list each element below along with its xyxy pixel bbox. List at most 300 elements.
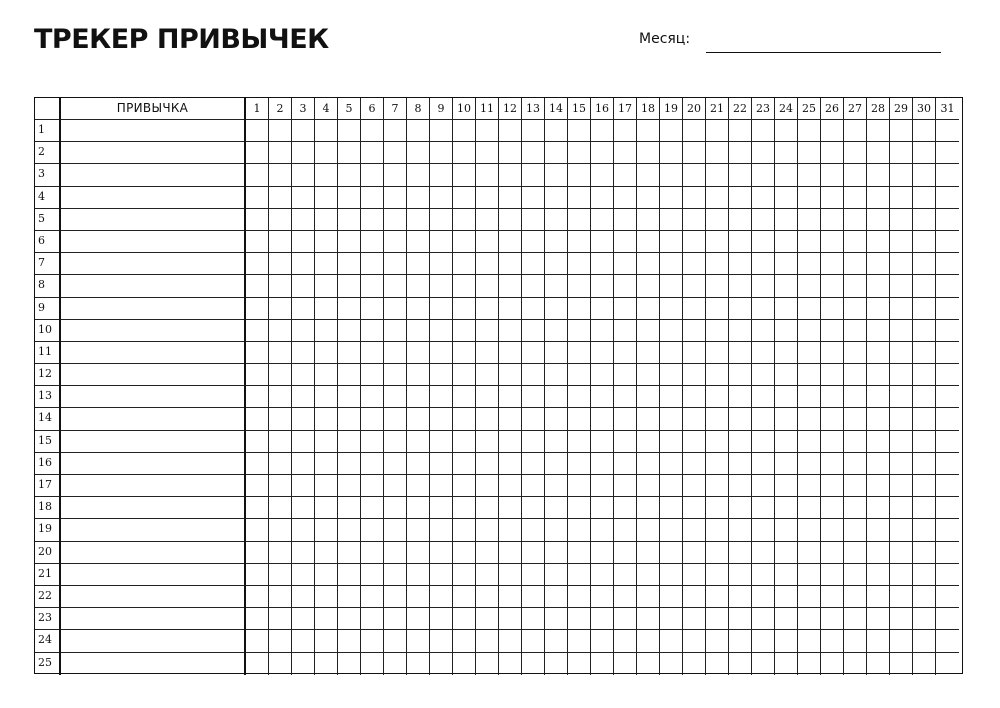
- day-check-cell[interactable]: [660, 275, 683, 297]
- day-check-cell[interactable]: [637, 142, 660, 164]
- day-check-cell[interactable]: [315, 608, 338, 630]
- day-check-cell[interactable]: [798, 253, 821, 275]
- day-check-cell[interactable]: [660, 519, 683, 541]
- day-check-cell[interactable]: [269, 653, 292, 675]
- day-check-cell[interactable]: [384, 497, 407, 519]
- day-check-cell[interactable]: [499, 275, 522, 297]
- day-check-cell[interactable]: [338, 453, 361, 475]
- day-check-cell[interactable]: [407, 586, 430, 608]
- day-check-cell[interactable]: [269, 386, 292, 408]
- day-check-cell[interactable]: [315, 298, 338, 320]
- day-check-cell[interactable]: [453, 497, 476, 519]
- day-check-cell[interactable]: [729, 608, 752, 630]
- day-check-cell[interactable]: [545, 653, 568, 675]
- day-check-cell[interactable]: [706, 542, 729, 564]
- habit-name-cell[interactable]: [61, 253, 246, 275]
- day-check-cell[interactable]: [752, 519, 775, 541]
- day-check-cell[interactable]: [453, 142, 476, 164]
- day-check-cell[interactable]: [867, 231, 890, 253]
- day-check-cell[interactable]: [683, 209, 706, 231]
- day-check-cell[interactable]: [867, 298, 890, 320]
- day-check-cell[interactable]: [890, 475, 913, 497]
- day-check-cell[interactable]: [660, 320, 683, 342]
- day-check-cell[interactable]: [292, 320, 315, 342]
- day-check-cell[interactable]: [568, 386, 591, 408]
- day-check-cell[interactable]: [522, 608, 545, 630]
- day-check-cell[interactable]: [821, 519, 844, 541]
- day-check-cell[interactable]: [568, 187, 591, 209]
- day-check-cell[interactable]: [706, 275, 729, 297]
- day-check-cell[interactable]: [361, 342, 384, 364]
- day-check-cell[interactable]: [292, 386, 315, 408]
- day-check-cell[interactable]: [706, 164, 729, 186]
- habit-name-cell[interactable]: [61, 408, 246, 430]
- day-check-cell[interactable]: [890, 608, 913, 630]
- day-check-cell[interactable]: [338, 320, 361, 342]
- day-check-cell[interactable]: [292, 542, 315, 564]
- day-check-cell[interactable]: [476, 142, 499, 164]
- day-check-cell[interactable]: [361, 320, 384, 342]
- day-check-cell[interactable]: [821, 364, 844, 386]
- day-check-cell[interactable]: [706, 231, 729, 253]
- day-check-cell[interactable]: [545, 608, 568, 630]
- day-check-cell[interactable]: [499, 497, 522, 519]
- day-check-cell[interactable]: [384, 364, 407, 386]
- day-check-cell[interactable]: [683, 320, 706, 342]
- day-check-cell[interactable]: [706, 608, 729, 630]
- day-check-cell[interactable]: [407, 564, 430, 586]
- day-check-cell[interactable]: [338, 275, 361, 297]
- day-check-cell[interactable]: [522, 542, 545, 564]
- day-check-cell[interactable]: [476, 275, 499, 297]
- day-check-cell[interactable]: [568, 630, 591, 652]
- day-check-cell[interactable]: [430, 187, 453, 209]
- day-check-cell[interactable]: [683, 475, 706, 497]
- day-check-cell[interactable]: [798, 586, 821, 608]
- day-check-cell[interactable]: [729, 408, 752, 430]
- day-check-cell[interactable]: [430, 209, 453, 231]
- day-check-cell[interactable]: [936, 231, 959, 253]
- day-check-cell[interactable]: [338, 364, 361, 386]
- day-check-cell[interactable]: [246, 231, 269, 253]
- day-check-cell[interactable]: [890, 408, 913, 430]
- day-check-cell[interactable]: [913, 120, 936, 142]
- day-check-cell[interactable]: [338, 187, 361, 209]
- day-check-cell[interactable]: [798, 231, 821, 253]
- day-check-cell[interactable]: [407, 275, 430, 297]
- day-check-cell[interactable]: [522, 120, 545, 142]
- day-check-cell[interactable]: [752, 120, 775, 142]
- day-check-cell[interactable]: [246, 209, 269, 231]
- day-check-cell[interactable]: [545, 475, 568, 497]
- day-check-cell[interactable]: [683, 120, 706, 142]
- day-check-cell[interactable]: [522, 453, 545, 475]
- day-check-cell[interactable]: [637, 253, 660, 275]
- day-check-cell[interactable]: [269, 342, 292, 364]
- day-check-cell[interactable]: [315, 408, 338, 430]
- day-check-cell[interactable]: [936, 142, 959, 164]
- day-check-cell[interactable]: [361, 408, 384, 430]
- day-check-cell[interactable]: [407, 386, 430, 408]
- day-check-cell[interactable]: [729, 453, 752, 475]
- day-check-cell[interactable]: [476, 475, 499, 497]
- day-check-cell[interactable]: [338, 586, 361, 608]
- habit-name-cell[interactable]: [61, 564, 246, 586]
- day-check-cell[interactable]: [338, 120, 361, 142]
- day-check-cell[interactable]: [729, 275, 752, 297]
- day-check-cell[interactable]: [821, 653, 844, 675]
- day-check-cell[interactable]: [591, 298, 614, 320]
- day-check-cell[interactable]: [545, 187, 568, 209]
- day-check-cell[interactable]: [453, 298, 476, 320]
- day-check-cell[interactable]: [660, 453, 683, 475]
- day-check-cell[interactable]: [315, 231, 338, 253]
- day-check-cell[interactable]: [384, 408, 407, 430]
- day-check-cell[interactable]: [706, 364, 729, 386]
- day-check-cell[interactable]: [292, 209, 315, 231]
- day-check-cell[interactable]: [430, 431, 453, 453]
- day-check-cell[interactable]: [752, 364, 775, 386]
- day-check-cell[interactable]: [890, 586, 913, 608]
- day-check-cell[interactable]: [752, 209, 775, 231]
- day-check-cell[interactable]: [637, 120, 660, 142]
- day-check-cell[interactable]: [292, 275, 315, 297]
- day-check-cell[interactable]: [591, 164, 614, 186]
- day-check-cell[interactable]: [752, 653, 775, 675]
- day-check-cell[interactable]: [614, 453, 637, 475]
- day-check-cell[interactable]: [660, 564, 683, 586]
- day-check-cell[interactable]: [315, 497, 338, 519]
- day-check-cell[interactable]: [913, 187, 936, 209]
- day-check-cell[interactable]: [867, 320, 890, 342]
- day-check-cell[interactable]: [315, 164, 338, 186]
- day-check-cell[interactable]: [706, 209, 729, 231]
- day-check-cell[interactable]: [292, 519, 315, 541]
- day-check-cell[interactable]: [269, 586, 292, 608]
- day-check-cell[interactable]: [499, 164, 522, 186]
- day-check-cell[interactable]: [476, 653, 499, 675]
- day-check-cell[interactable]: [867, 142, 890, 164]
- day-check-cell[interactable]: [568, 475, 591, 497]
- day-check-cell[interactable]: [913, 298, 936, 320]
- day-check-cell[interactable]: [384, 142, 407, 164]
- day-check-cell[interactable]: [729, 120, 752, 142]
- day-check-cell[interactable]: [752, 275, 775, 297]
- day-check-cell[interactable]: [798, 608, 821, 630]
- habit-name-cell[interactable]: [61, 386, 246, 408]
- day-check-cell[interactable]: [407, 342, 430, 364]
- day-check-cell[interactable]: [844, 342, 867, 364]
- day-check-cell[interactable]: [476, 231, 499, 253]
- habit-name-cell[interactable]: [61, 364, 246, 386]
- day-check-cell[interactable]: [752, 564, 775, 586]
- day-check-cell[interactable]: [384, 542, 407, 564]
- day-check-cell[interactable]: [246, 364, 269, 386]
- day-check-cell[interactable]: [292, 453, 315, 475]
- day-check-cell[interactable]: [729, 298, 752, 320]
- day-check-cell[interactable]: [844, 120, 867, 142]
- day-check-cell[interactable]: [844, 298, 867, 320]
- day-check-cell[interactable]: [775, 142, 798, 164]
- day-check-cell[interactable]: [936, 253, 959, 275]
- day-check-cell[interactable]: [384, 120, 407, 142]
- day-check-cell[interactable]: [683, 608, 706, 630]
- day-check-cell[interactable]: [269, 275, 292, 297]
- day-check-cell[interactable]: [660, 298, 683, 320]
- day-check-cell[interactable]: [729, 320, 752, 342]
- day-check-cell[interactable]: [775, 298, 798, 320]
- day-check-cell[interactable]: [867, 586, 890, 608]
- day-check-cell[interactable]: [338, 164, 361, 186]
- day-check-cell[interactable]: [936, 386, 959, 408]
- day-check-cell[interactable]: [752, 431, 775, 453]
- day-check-cell[interactable]: [913, 564, 936, 586]
- day-check-cell[interactable]: [729, 630, 752, 652]
- day-check-cell[interactable]: [936, 542, 959, 564]
- day-check-cell[interactable]: [246, 475, 269, 497]
- day-check-cell[interactable]: [453, 630, 476, 652]
- day-check-cell[interactable]: [936, 408, 959, 430]
- day-check-cell[interactable]: [821, 209, 844, 231]
- day-check-cell[interactable]: [407, 630, 430, 652]
- day-check-cell[interactable]: [637, 497, 660, 519]
- day-check-cell[interactable]: [522, 408, 545, 430]
- day-check-cell[interactable]: [614, 187, 637, 209]
- day-check-cell[interactable]: [614, 497, 637, 519]
- day-check-cell[interactable]: [384, 275, 407, 297]
- day-check-cell[interactable]: [752, 253, 775, 275]
- day-check-cell[interactable]: [775, 475, 798, 497]
- day-check-cell[interactable]: [384, 320, 407, 342]
- day-check-cell[interactable]: [936, 630, 959, 652]
- day-check-cell[interactable]: [292, 653, 315, 675]
- day-check-cell[interactable]: [614, 564, 637, 586]
- day-check-cell[interactable]: [844, 209, 867, 231]
- day-check-cell[interactable]: [683, 564, 706, 586]
- day-check-cell[interactable]: [453, 364, 476, 386]
- day-check-cell[interactable]: [430, 342, 453, 364]
- day-check-cell[interactable]: [430, 542, 453, 564]
- day-check-cell[interactable]: [384, 431, 407, 453]
- day-check-cell[interactable]: [683, 586, 706, 608]
- habit-name-cell[interactable]: [61, 453, 246, 475]
- day-check-cell[interactable]: [407, 164, 430, 186]
- day-check-cell[interactable]: [361, 253, 384, 275]
- day-check-cell[interactable]: [844, 542, 867, 564]
- day-check-cell[interactable]: [361, 630, 384, 652]
- day-check-cell[interactable]: [315, 564, 338, 586]
- day-check-cell[interactable]: [844, 408, 867, 430]
- day-check-cell[interactable]: [890, 164, 913, 186]
- day-check-cell[interactable]: [821, 475, 844, 497]
- day-check-cell[interactable]: [499, 519, 522, 541]
- day-check-cell[interactable]: [729, 231, 752, 253]
- day-check-cell[interactable]: [775, 542, 798, 564]
- day-check-cell[interactable]: [499, 542, 522, 564]
- day-check-cell[interactable]: [545, 586, 568, 608]
- day-check-cell[interactable]: [407, 653, 430, 675]
- day-check-cell[interactable]: [246, 253, 269, 275]
- day-check-cell[interactable]: [246, 298, 269, 320]
- day-check-cell[interactable]: [430, 475, 453, 497]
- day-check-cell[interactable]: [867, 630, 890, 652]
- day-check-cell[interactable]: [568, 608, 591, 630]
- day-check-cell[interactable]: [522, 653, 545, 675]
- day-check-cell[interactable]: [407, 364, 430, 386]
- day-check-cell[interactable]: [499, 364, 522, 386]
- day-check-cell[interactable]: [821, 630, 844, 652]
- day-check-cell[interactable]: [499, 564, 522, 586]
- day-check-cell[interactable]: [476, 431, 499, 453]
- day-check-cell[interactable]: [591, 519, 614, 541]
- day-check-cell[interactable]: [821, 320, 844, 342]
- day-check-cell[interactable]: [591, 542, 614, 564]
- day-check-cell[interactable]: [476, 298, 499, 320]
- day-check-cell[interactable]: [867, 342, 890, 364]
- day-check-cell[interactable]: [361, 120, 384, 142]
- day-check-cell[interactable]: [890, 519, 913, 541]
- day-check-cell[interactable]: [453, 253, 476, 275]
- day-check-cell[interactable]: [499, 209, 522, 231]
- day-check-cell[interactable]: [775, 519, 798, 541]
- day-check-cell[interactable]: [522, 386, 545, 408]
- day-check-cell[interactable]: [246, 453, 269, 475]
- day-check-cell[interactable]: [591, 209, 614, 231]
- day-check-cell[interactable]: [269, 120, 292, 142]
- day-check-cell[interactable]: [591, 453, 614, 475]
- day-check-cell[interactable]: [246, 519, 269, 541]
- day-check-cell[interactable]: [476, 320, 499, 342]
- day-check-cell[interactable]: [890, 320, 913, 342]
- day-check-cell[interactable]: [338, 564, 361, 586]
- day-check-cell[interactable]: [867, 187, 890, 209]
- day-check-cell[interactable]: [660, 364, 683, 386]
- day-check-cell[interactable]: [821, 253, 844, 275]
- day-check-cell[interactable]: [936, 164, 959, 186]
- day-check-cell[interactable]: [384, 653, 407, 675]
- day-check-cell[interactable]: [568, 564, 591, 586]
- day-check-cell[interactable]: [660, 608, 683, 630]
- habit-name-cell[interactable]: [61, 630, 246, 652]
- day-check-cell[interactable]: [729, 209, 752, 231]
- day-check-cell[interactable]: [844, 608, 867, 630]
- day-check-cell[interactable]: [269, 542, 292, 564]
- day-check-cell[interactable]: [361, 275, 384, 297]
- day-check-cell[interactable]: [775, 231, 798, 253]
- day-check-cell[interactable]: [430, 519, 453, 541]
- day-check-cell[interactable]: [545, 519, 568, 541]
- day-check-cell[interactable]: [775, 653, 798, 675]
- day-check-cell[interactable]: [499, 453, 522, 475]
- day-check-cell[interactable]: [453, 187, 476, 209]
- day-check-cell[interactable]: [269, 320, 292, 342]
- day-check-cell[interactable]: [269, 630, 292, 652]
- day-check-cell[interactable]: [844, 519, 867, 541]
- day-check-cell[interactable]: [798, 653, 821, 675]
- day-check-cell[interactable]: [614, 386, 637, 408]
- day-check-cell[interactable]: [706, 320, 729, 342]
- day-check-cell[interactable]: [637, 298, 660, 320]
- day-check-cell[interactable]: [775, 253, 798, 275]
- day-check-cell[interactable]: [499, 342, 522, 364]
- day-check-cell[interactable]: [729, 431, 752, 453]
- day-check-cell[interactable]: [844, 275, 867, 297]
- day-check-cell[interactable]: [706, 342, 729, 364]
- day-check-cell[interactable]: [591, 320, 614, 342]
- habit-name-cell[interactable]: [61, 231, 246, 253]
- habit-name-cell[interactable]: [61, 475, 246, 497]
- day-check-cell[interactable]: [752, 187, 775, 209]
- day-check-cell[interactable]: [246, 320, 269, 342]
- day-check-cell[interactable]: [361, 564, 384, 586]
- day-check-cell[interactable]: [430, 453, 453, 475]
- day-check-cell[interactable]: [752, 386, 775, 408]
- day-check-cell[interactable]: [706, 475, 729, 497]
- day-check-cell[interactable]: [315, 586, 338, 608]
- day-check-cell[interactable]: [821, 275, 844, 297]
- day-check-cell[interactable]: [545, 497, 568, 519]
- day-check-cell[interactable]: [844, 564, 867, 586]
- day-check-cell[interactable]: [936, 187, 959, 209]
- day-check-cell[interactable]: [522, 320, 545, 342]
- day-check-cell[interactable]: [614, 608, 637, 630]
- day-check-cell[interactable]: [453, 164, 476, 186]
- day-check-cell[interactable]: [338, 342, 361, 364]
- day-check-cell[interactable]: [292, 475, 315, 497]
- day-check-cell[interactable]: [913, 253, 936, 275]
- day-check-cell[interactable]: [269, 142, 292, 164]
- day-check-cell[interactable]: [821, 187, 844, 209]
- day-check-cell[interactable]: [729, 519, 752, 541]
- day-check-cell[interactable]: [361, 142, 384, 164]
- day-check-cell[interactable]: [798, 431, 821, 453]
- day-check-cell[interactable]: [338, 653, 361, 675]
- day-check-cell[interactable]: [706, 453, 729, 475]
- day-check-cell[interactable]: [246, 386, 269, 408]
- day-check-cell[interactable]: [591, 120, 614, 142]
- day-check-cell[interactable]: [292, 364, 315, 386]
- day-check-cell[interactable]: [683, 231, 706, 253]
- day-check-cell[interactable]: [545, 120, 568, 142]
- day-check-cell[interactable]: [269, 453, 292, 475]
- day-check-cell[interactable]: [913, 497, 936, 519]
- day-check-cell[interactable]: [867, 386, 890, 408]
- day-check-cell[interactable]: [407, 542, 430, 564]
- day-check-cell[interactable]: [798, 164, 821, 186]
- day-check-cell[interactable]: [476, 364, 499, 386]
- day-check-cell[interactable]: [568, 453, 591, 475]
- day-check-cell[interactable]: [890, 542, 913, 564]
- day-check-cell[interactable]: [453, 408, 476, 430]
- day-check-cell[interactable]: [269, 608, 292, 630]
- day-check-cell[interactable]: [384, 519, 407, 541]
- day-check-cell[interactable]: [706, 497, 729, 519]
- day-check-cell[interactable]: [821, 453, 844, 475]
- day-check-cell[interactable]: [591, 475, 614, 497]
- day-check-cell[interactable]: [729, 187, 752, 209]
- day-check-cell[interactable]: [338, 386, 361, 408]
- day-check-cell[interactable]: [729, 497, 752, 519]
- day-check-cell[interactable]: [821, 142, 844, 164]
- day-check-cell[interactable]: [844, 231, 867, 253]
- day-check-cell[interactable]: [591, 608, 614, 630]
- day-check-cell[interactable]: [453, 386, 476, 408]
- day-check-cell[interactable]: [867, 497, 890, 519]
- day-check-cell[interactable]: [545, 542, 568, 564]
- day-check-cell[interactable]: [568, 653, 591, 675]
- day-check-cell[interactable]: [637, 209, 660, 231]
- day-check-cell[interactable]: [338, 431, 361, 453]
